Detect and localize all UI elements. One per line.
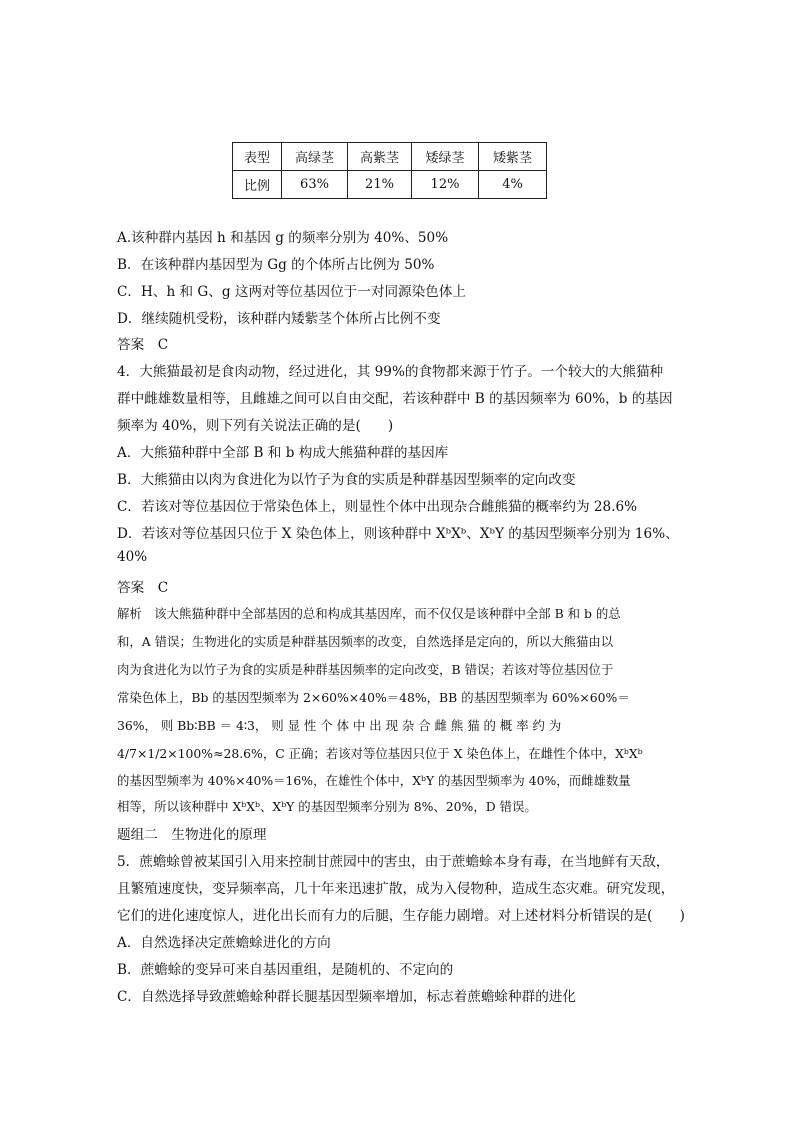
q4-solution-line: 常染色体上，Bb 的基因型频率为 2×60%×40%＝48%，BB 的基因型频率为 60%×60%＝ (117, 690, 630, 705)
phenotype-ratio-table (232, 142, 547, 199)
q4-option-b: B．大熊猫由以肉为食进化为以竹子为食的实质是种群基因型频率的定向改变 (117, 472, 576, 488)
table-cell: 表型 (233, 143, 282, 171)
table-row (233, 171, 547, 199)
table-cell: 矮紫茎 (479, 143, 547, 171)
table-cell: 比例 (233, 171, 282, 199)
q3-option-d: D．继续随机受粉，该种群内矮紫茎个体所占比例不变 (117, 311, 441, 327)
q4-solution-line: 和，A 错误；生物进化的实质是种群基因频率的改变，自然选择是定向的，所以大熊猫由以 (117, 634, 614, 649)
table-header-row (233, 143, 547, 171)
q4-answer: 答案 C (117, 580, 169, 596)
q5-option-a: A．自然选择决定蔗蟾蜍进化的方向 (117, 935, 331, 951)
table-cell: 高紫茎 (348, 143, 412, 171)
q5-stem-line: 它们的进化速度惊人，进化出长而有力的后腿，生存能力剧增。对上述材料分析错误的是( ) (117, 908, 685, 924)
q5-option-c: C．自然选择导致蔗蟾蜍种群长腿基因型频率增加，标志着蔗蟾蜍种群的进化 (117, 989, 576, 1005)
q3-option-c: C．H、h 和 G、g 这两对等位基因位于一对同源染色体上 (117, 284, 467, 300)
q4-stem-line: 频率为 40%，则下列有关说法正确的是( ) (117, 418, 394, 434)
q4-option-d: D．若该对等位基因只位于 X 染色体上，则该种群中 XᵇXᵇ、XᵇY 的基因型频率分别为 16%、 (117, 526, 679, 542)
q4-option-a: A．大熊猫种群中全部 B 和 b 构成大熊猫种群的基因库 (117, 445, 449, 461)
q5-stem-line: 5．蔗蟾蜍曾被某国引入用来控制甘蔗园中的害虫，由于蔗蟾蜍本身有毒，在当地鲜有天敌， (117, 854, 670, 870)
q5-stem-line: 且繁殖速度快，变异频率高，几十年来迅速扩散，成为入侵物种，造成生态灾难。研究发现， (117, 881, 675, 897)
q3-answer: 答案 C (117, 337, 169, 353)
q4-stem-line: 群中雌雄数量相等，且雌雄之间可以自由交配，若该种群中 B 的基因频率为 60%，b 的基因 (117, 391, 673, 407)
q3-option-b: B．在该种群内基因型为 Gg 的个体所占比例为 50% (117, 257, 435, 273)
q5-option-b: B．蔗蟾蜍的变异可来自基因重组，是随机的、不定向的 (117, 962, 454, 978)
q4-solution-line: 解析 该大熊猫种群中全部基因的总和构成其基因库，而不仅仅是该种群中全部 B 和 b 的总 (117, 606, 621, 621)
q4-option-c: C．若该对等位基因位于常染色体上，则显性个体中出现杂合雌熊猫的概率约为 28.6% (117, 499, 638, 515)
table-cell: 21% (348, 171, 412, 199)
q4-option-d-continued: 40% (117, 549, 148, 565)
q4-solution-line: 4/7×1/2×100%≈28.6%，C 正确；若该对等位基因只位于 X 染色体上，在雌性个体中，XᵇXᵇ (117, 746, 643, 761)
q3-option-a: A.该种群内基因 h 和基因 g 的频率分别为 40%、50% (117, 230, 449, 246)
q4-solution-line: 相等，所以该种群中 XᵇXᵇ、XᵇY 的基因型频率分别为 8%、20%，D 错误。 (117, 799, 537, 814)
q4-solution-line: 36%， 则 Bb∶BB ＝ 4∶3， 则 显 性 个 体 中 出 现 杂 合 雌 熊 猫 的 概 率 约 为 (117, 718, 562, 733)
table-cell: 4% (479, 171, 547, 199)
table-cell: 高绿茎 (282, 143, 348, 171)
section-heading: 题组二 生物进化的原理 (117, 827, 267, 843)
table-cell: 12% (412, 171, 479, 199)
q4-solution-line: 的基因型频率为 40%×40%＝16%，在雄性个体中，XᵇY 的基因型频率为 40%，而雌雄数量 (117, 773, 631, 788)
q4-solution-line: 肉为食进化为以竹子为食的实质是种群基因频率的定向改变，B 错误；若该对等位基因位于 (117, 662, 614, 677)
q4-stem-line: 4．大熊猫最初是食肉动物，经过进化，其 99%的食物都来源于竹子。一个较大的大熊猫种 (117, 364, 664, 380)
table-cell: 矮绿茎 (412, 143, 479, 171)
table-cell: 63% (282, 171, 348, 199)
